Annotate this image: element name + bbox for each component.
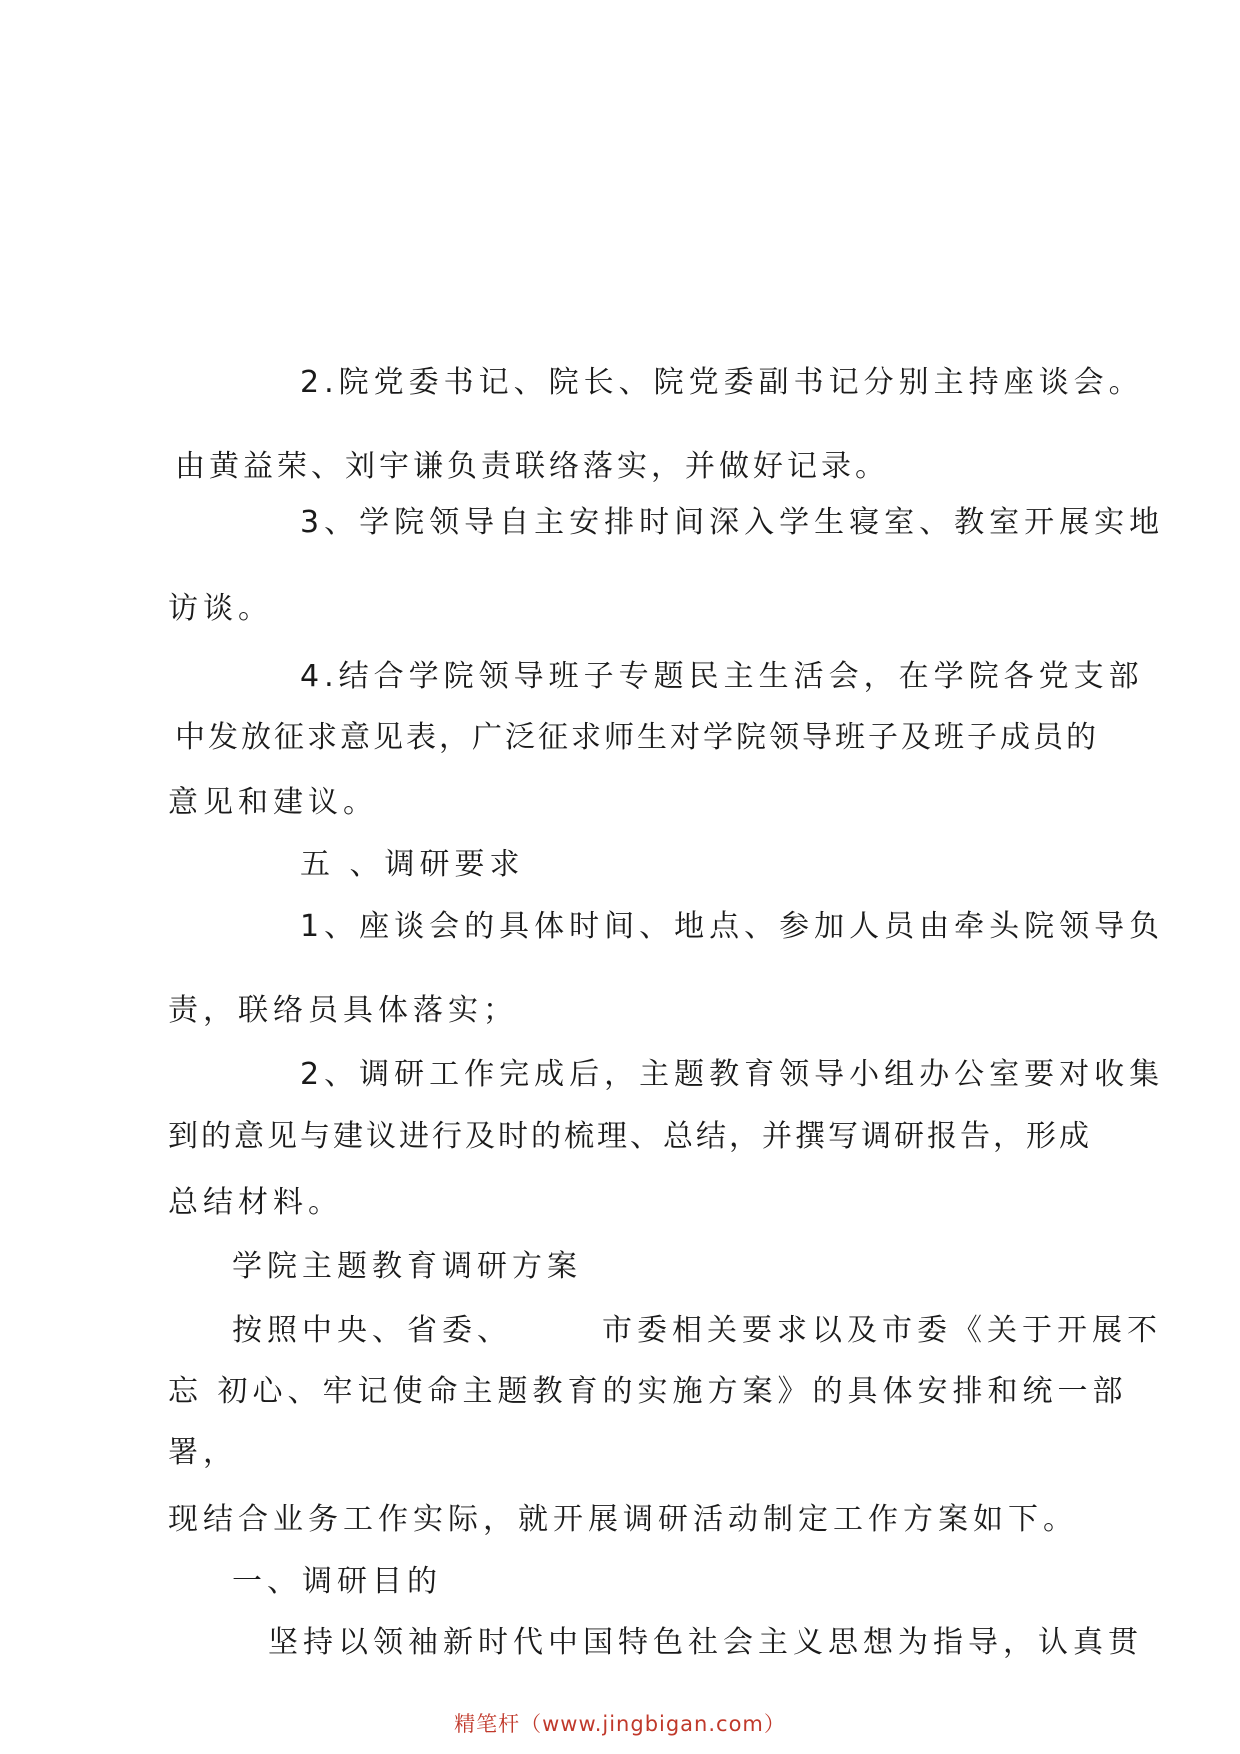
- paragraph-line: 4.结合学院领导班子专题民主生活会，在学院各党支部: [300, 659, 1144, 694]
- paragraph-line: 中发放征求意见表，广泛征求师生对学院领导班子及班子成员的: [175, 720, 1099, 755]
- paragraph-line: 署，: [168, 1435, 238, 1470]
- paragraph-line: 2、调研工作完成后，主题教育领导小组办公室要对收集: [300, 1057, 1165, 1092]
- paragraph-line: 访谈。: [168, 591, 273, 626]
- paragraph-line: 现结合业务工作实际，就开展调研活动制定工作方案如下。: [168, 1502, 1078, 1537]
- paragraph-line: 由黄益荣、刘宇谦负责联络落实，并做好记录。: [175, 449, 889, 484]
- section-heading: 五 、调研要求: [300, 847, 525, 882]
- paragraph-line: 3、学院领导自主安排时间深入学生寝室、教室开展实地: [300, 505, 1165, 540]
- paragraph-line: 忘 初心、牢记使命主题教育的实施方案》的具体安排和统一部: [168, 1374, 1128, 1409]
- section-heading: 一、调研目的: [232, 1564, 442, 1599]
- paragraph-line: 责，联络员具体落实；: [168, 993, 518, 1028]
- paragraph-line: 2.院党委书记、院长、院党委副书记分别主持座谈会。: [300, 365, 1144, 400]
- paragraph-line: 坚持以领袖新时代中国特色社会主义思想为指导，认真贯: [268, 1625, 1143, 1660]
- paragraph-line: 意见和建议。: [168, 785, 378, 820]
- paragraph-line: 总结材料。: [168, 1185, 343, 1220]
- paragraph-line: 1、座谈会的具体时间、地点、参加人员由牵头院领导负: [300, 909, 1165, 944]
- document-title: 学院主题教育调研方案: [232, 1249, 582, 1284]
- paragraph-line: 按照中央、省委、 市委相关要求以及市委《关于开展不: [232, 1313, 1162, 1348]
- footer-watermark: 精笔杆（www.jingbigan.com）: [454, 1712, 786, 1736]
- paragraph-line: 到的意见与建议进行及时的梳理、总结，并撰写调研报告，形成: [168, 1119, 1092, 1154]
